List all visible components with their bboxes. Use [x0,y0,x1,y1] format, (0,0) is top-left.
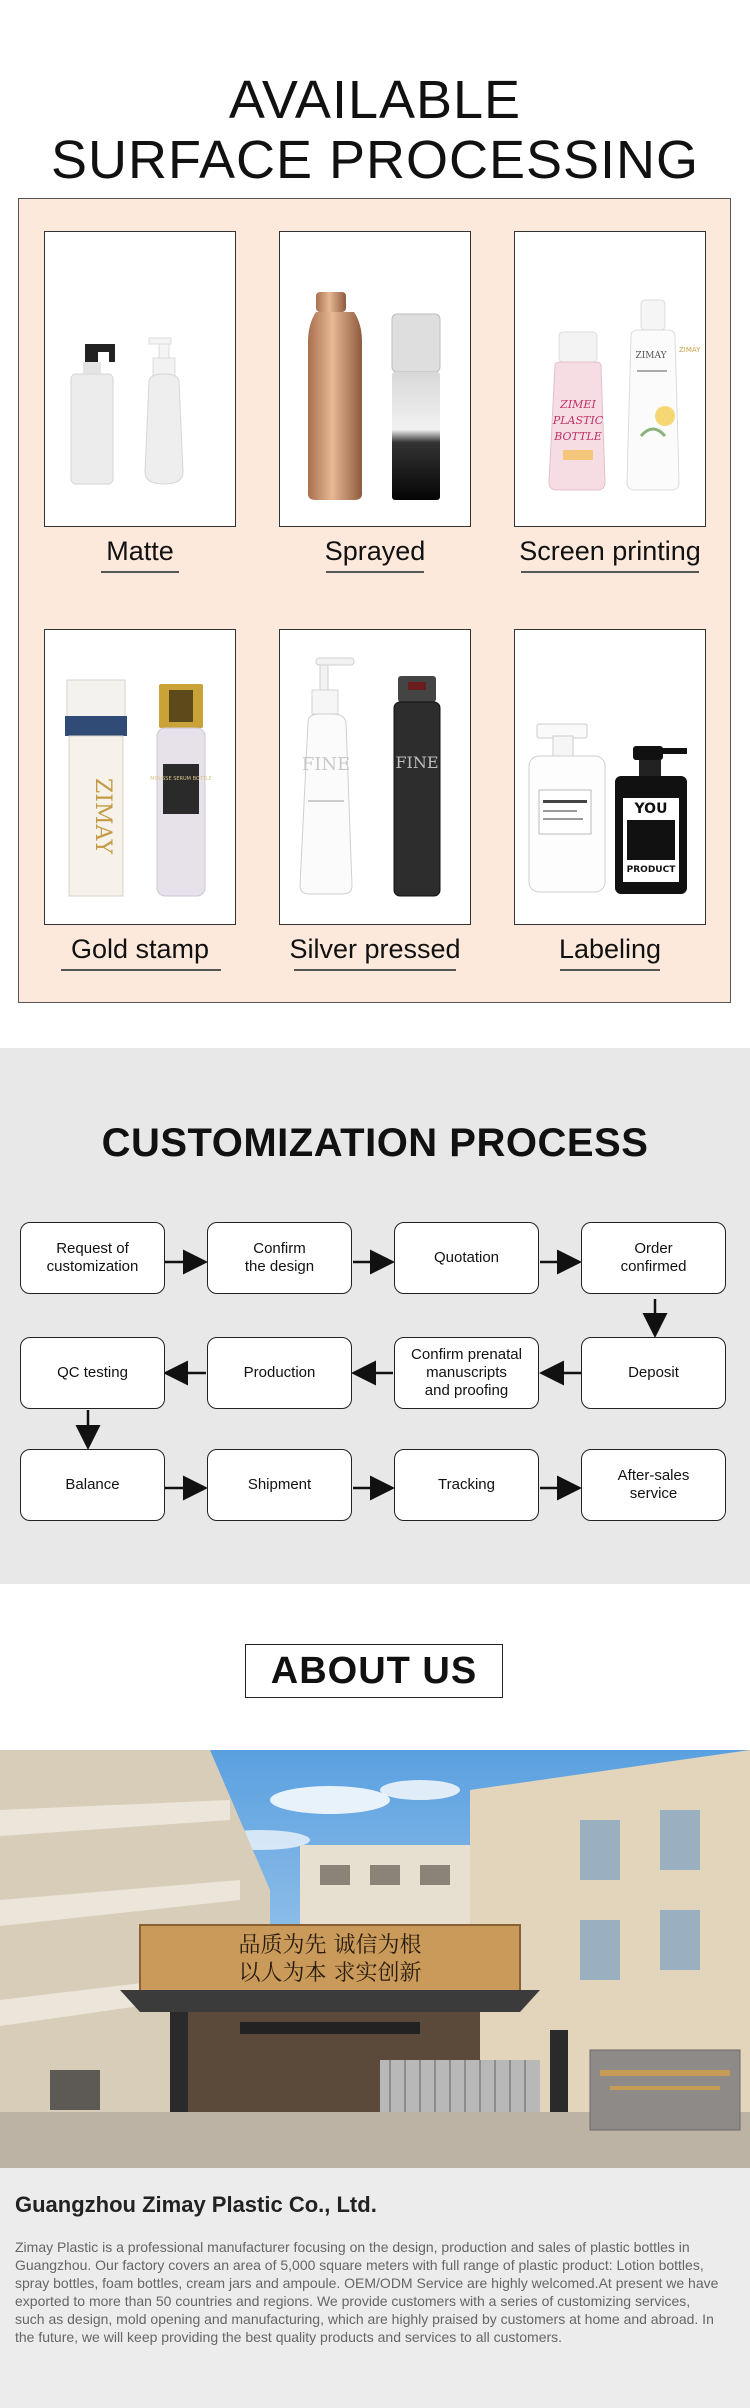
step-confirm-prenatal-manuscripts: Confirm prenatal manuscripts and proofing [394,1337,539,1409]
surface-processing-section [0,0,750,1048]
step-order-confirmed: Order confirmed [581,1222,726,1294]
svg-text:YOU: YOU [634,801,668,817]
company-name: Guangzhou Zimay Plastic Co., Ltd. [15,2192,377,2217]
svg-text:FINE: FINE [395,753,439,772]
matte-underline [101,571,179,573]
labeling-label: Labeling [558,934,662,964]
sprayed-underline [326,571,424,573]
svg-text:PLASTIC: PLASTIC [552,414,604,427]
svg-text:FINE: FINE [301,754,351,775]
matte-label: Matte [106,536,174,566]
silver-pressed-bottles-image [280,630,471,925]
sprayed-card [279,231,471,527]
labeling-card [514,629,706,925]
labeling-bottles-image [515,630,706,925]
title-line-1: AVAILABLE [228,70,522,130]
company-info-section [0,2168,750,2408]
gold-stamp-label: Gold stamp [70,934,210,964]
customization-process-title: CUSTOMIZATION PROCESS [101,1121,649,1165]
screen-printing-bottles-image [515,232,706,527]
step-confirm-the-design: Confirm the design [207,1222,352,1294]
about-us-section [0,1584,750,1750]
sprayed-label: Sprayed [324,536,426,566]
surface-processing-title [0,70,750,190]
step-balance: Balance [20,1449,165,1521]
silver-pressed-underline [294,969,456,971]
step-deposit: Deposit [581,1337,726,1409]
title-line-2: SURFACE PROCESSING [50,130,700,190]
surface-options-panel [18,198,731,1003]
step-after-sales-service: After-sales service [581,1449,726,1521]
svg-text:品质为先 诚信为根: 品质为先 诚信为根 [238,1933,422,1958]
matte-bottles-image [45,232,236,527]
svg-text:MOUSSE SERUM BOTTLE: MOUSSE SERUM BOTTLE [150,776,212,782]
step-tracking: Tracking [394,1449,539,1521]
screen-printing-underline [521,571,699,573]
labeling-underline [560,969,660,971]
svg-text:以人为本 求实创新: 以人为本 求实创新 [238,1961,422,1986]
customization-process-section [0,1048,750,1584]
svg-text:ZIMAY: ZIMAY [635,351,667,361]
silver-pressed-card [279,629,471,925]
svg-text:ZIMAY: ZIMAY [90,777,115,855]
screen-printing-card [514,231,706,527]
screen-printing-label: Screen printing [519,536,701,566]
gold-stamp-card [44,629,236,925]
about-us-title: ABOUT US [245,1644,503,1698]
company-description: Zimay Plastic is a professional manufacturer focusing on the design, production and sales of plastic bottles in Guangzhou. Our factory covers an area of 5,000 square meters with full range of plastic product: Lotion bottles, spray bottles, foam bottles, cream jars and ampoule. OEM/ODM Service are highly welcomed.At present we have exported to more than 50 countries and regions. We provide customers with a series of customizing services, such as design, mold opening and manufacturing, which are highly praised by customers at home and abroad. In the future, we will keep providing the best quality products and services to all customers. [15,2239,719,2345]
svg-text:PRODUCT: PRODUCT [626,865,676,875]
silver-pressed-label: Silver pressed [289,934,461,964]
factory-photo [0,1750,750,2168]
gold-stamp-bottles-image [45,630,236,925]
step-shipment: Shipment [207,1449,352,1521]
svg-text:BOTTLE: BOTTLE [554,430,602,443]
step-production: Production [207,1337,352,1409]
step-quotation: Quotation [394,1222,539,1294]
svg-text:ZIMEI: ZIMEI [560,398,596,411]
svg-text:ZIMAY: ZIMAY [679,346,701,354]
gold-stamp-underline [61,969,221,971]
matte-card [44,231,236,527]
step-request-of-customization: Request of customization [20,1222,165,1294]
sprayed-bottles-image [280,232,471,527]
factory-building-image [0,1750,750,2168]
step-qc-testing: QC testing [20,1337,165,1409]
